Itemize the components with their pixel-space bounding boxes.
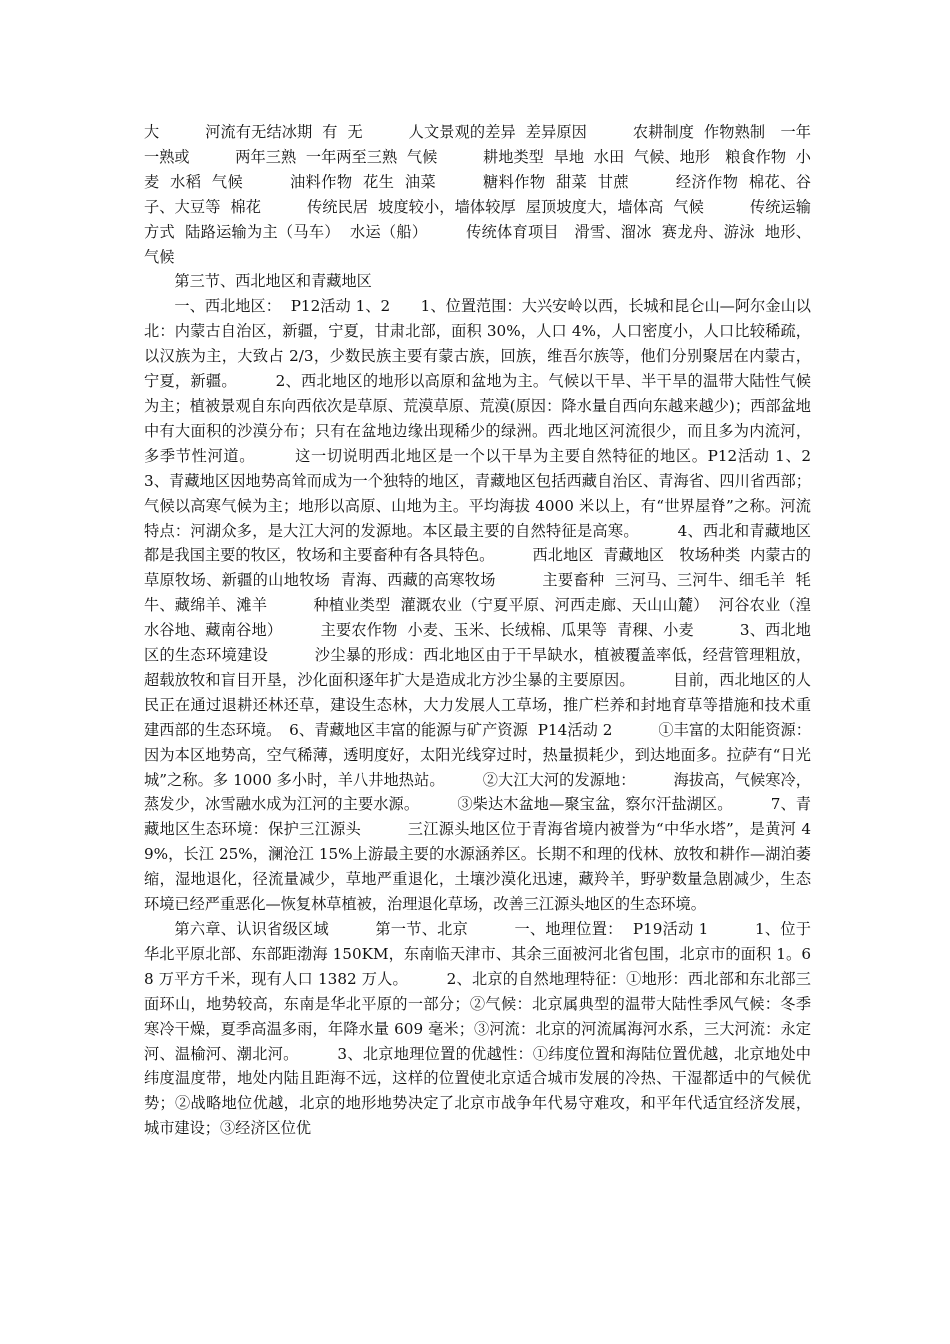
paragraph-beijing: 第六章、认识省级区域 第一节、北京 一、地理位置： P19活动 1 1、位于华北平原北部、东部距渤海 150KM，东南临天津市、其余三面被河北省包围，北京市的面积 1。68 万平方千米，现有人口 1382 万人。 2、北京的自然地理特征：①地形：西北部和东北部三面环山，地势较高，东南是华北平原的一部分；②气候：北京属典型的温带大陆性季风气候：冬季寒冷干燥，夏季高温多雨，年降水量 609 毫米；③河流：北京的河流属海河水系，三大河流：永定河、温榆河、潮北河。 3、北京地理位置的优越性：①纬度位置和海陆位置优越，北京地处中纬度温度带，地处内陆且距海不远，这样的位置使北京适合城市发展的冷热、干湿都适中的气候优势；②战略地位优越，北京的地形地势决定了北京市战争年代易守难攻，和平年代适宜经济发展，城市建设；③经济区位优 <box>144 920 811 1138</box>
document-page <box>144 120 857 1141</box>
paragraph-farming-comparison: 大 河流有无结冰期 有 无 人文景观的差异 差异原因 农耕制度 作物熟制 一年一熟或 两年三熟 一年两至三熟 气候 耕地类型 旱地 水田 气候、地形 粮食作物 小麦 水稻 气候 油料作物 花生 油菜 糖料作物 甜菜 甘蔗 经济作物 棉花、谷子、大豆等 棉花 传统民居 坡度较小，墙体较厚 屋顶坡度大，墙体高 气候 传统运输方式 陆路运输为主（马车） 水运（船） 传统体育项目 滑雪、溜冰 赛龙舟、游泳 地形、气候 <box>144 123 811 266</box>
section-heading-northwest-qinghai-tibet: 第三节、西北地区和青藏地区 <box>174 272 372 291</box>
paragraph-northwest-region: 一、西北地区： P12活动 1、2 1、位置范围：大兴安岭以西，长城和昆仑山—阿尔金山以北：内蒙古自治区，新疆，宁夏，甘肃北部，面积 30%，人口 4%，人口密度小，人口比较稀疏，以汉族为主，大致占 2/3，少数民族主要有蒙古族，回族，维吾尔族等，他们分别聚居在内蒙古，宁夏，新疆。 2、西北地区的地形以高原和盆地为主。气候以干旱、半干旱的温带大陆性气候为主；植被景观自东向西依次是草原、荒漠草原、荒漠(原因：降水量自西向东越来越少)；西部盆地中有大面积的沙漠分布；只有在盆地边缘出现稀少的绿洲。西北地区河流很少，而且多为内流河，多季节性河道。 这一切说明西北地区是一个以干旱为主要自然特征的地区。P12活动 1、2 3、青藏地区因地势高耸而成为一个独特的地区，青藏地区包括西藏自治区、青海省、四川省西部；气候以高寒气候为主；地形以高原、山地为主。平均海拔 4000 米以上，有“世界屋脊”之称。河流特点：河湖众多，是大江大河的发源地。本区最主要的自然特征是高寒。 4、西北和青藏地区都是我国主要的牧区，牧场和主要畜种有各具特色。 西北地区 青藏地区 牧场种类 内蒙古的草原牧场、新疆的山地牧场 青海、西藏的高寒牧场 主要畜种 三河马、三河牛、细毛羊 牦牛、藏绵羊、滩羊 种植业类型 灌溉农业（宁夏平原、河西走廊、天山山麓） 河谷农业（湟水谷地、藏南谷地） 主要农作物 小麦、玉米、长绒棉、瓜果等 青稞、小麦 3、西北地区的生态环境建设 沙尘暴的形成：西北地区由于干旱缺水，植被覆盖率低，经营管理粗放，超载放牧和盲目开垦，沙化面积逐年扩大是造成北方沙尘暴的主要原因。 目前，西北地区的人民正在通过退耕还林还草，建设生态林，大力发展人工草场，推广栏养和封地育草等措施和技术重建西部的生态环境。 6、青藏地区丰富的能源与矿产资源 P14活动 2 ①丰富的太阳能资源：因为本区地势高，空气稀薄，透明度好，太阳光线穿过时，热量损耗少，到达地面多。拉萨有“日光城”之称。多 1000 多小时，羊八井地热站。 ②大江大河的发源地： 海拔高，气候寒冷，蒸发少，冰雪融水成为江河的主要水源。 ③柴达木盆地—聚宝盆，察尔汗盐湖区。 7、青藏地区生态环境：保护三江源头 三江源头地区位于青海省境内被誉为“中华水塔”，是黄河 49%，长江 25%，澜沧江 15%上游最主要的水源涵养区。长期不和理的伐林、放牧和耕作—湖泊萎缩，湿地退化，径流量减少，草地严重退化，土壤沙漠化迅速，藏羚羊，野驴数量急剧减少，生态环境已经严重恶化—恢复林草植被，治理退化草场，改善三江源头地区的生态环境。 <box>144 297 857 914</box>
